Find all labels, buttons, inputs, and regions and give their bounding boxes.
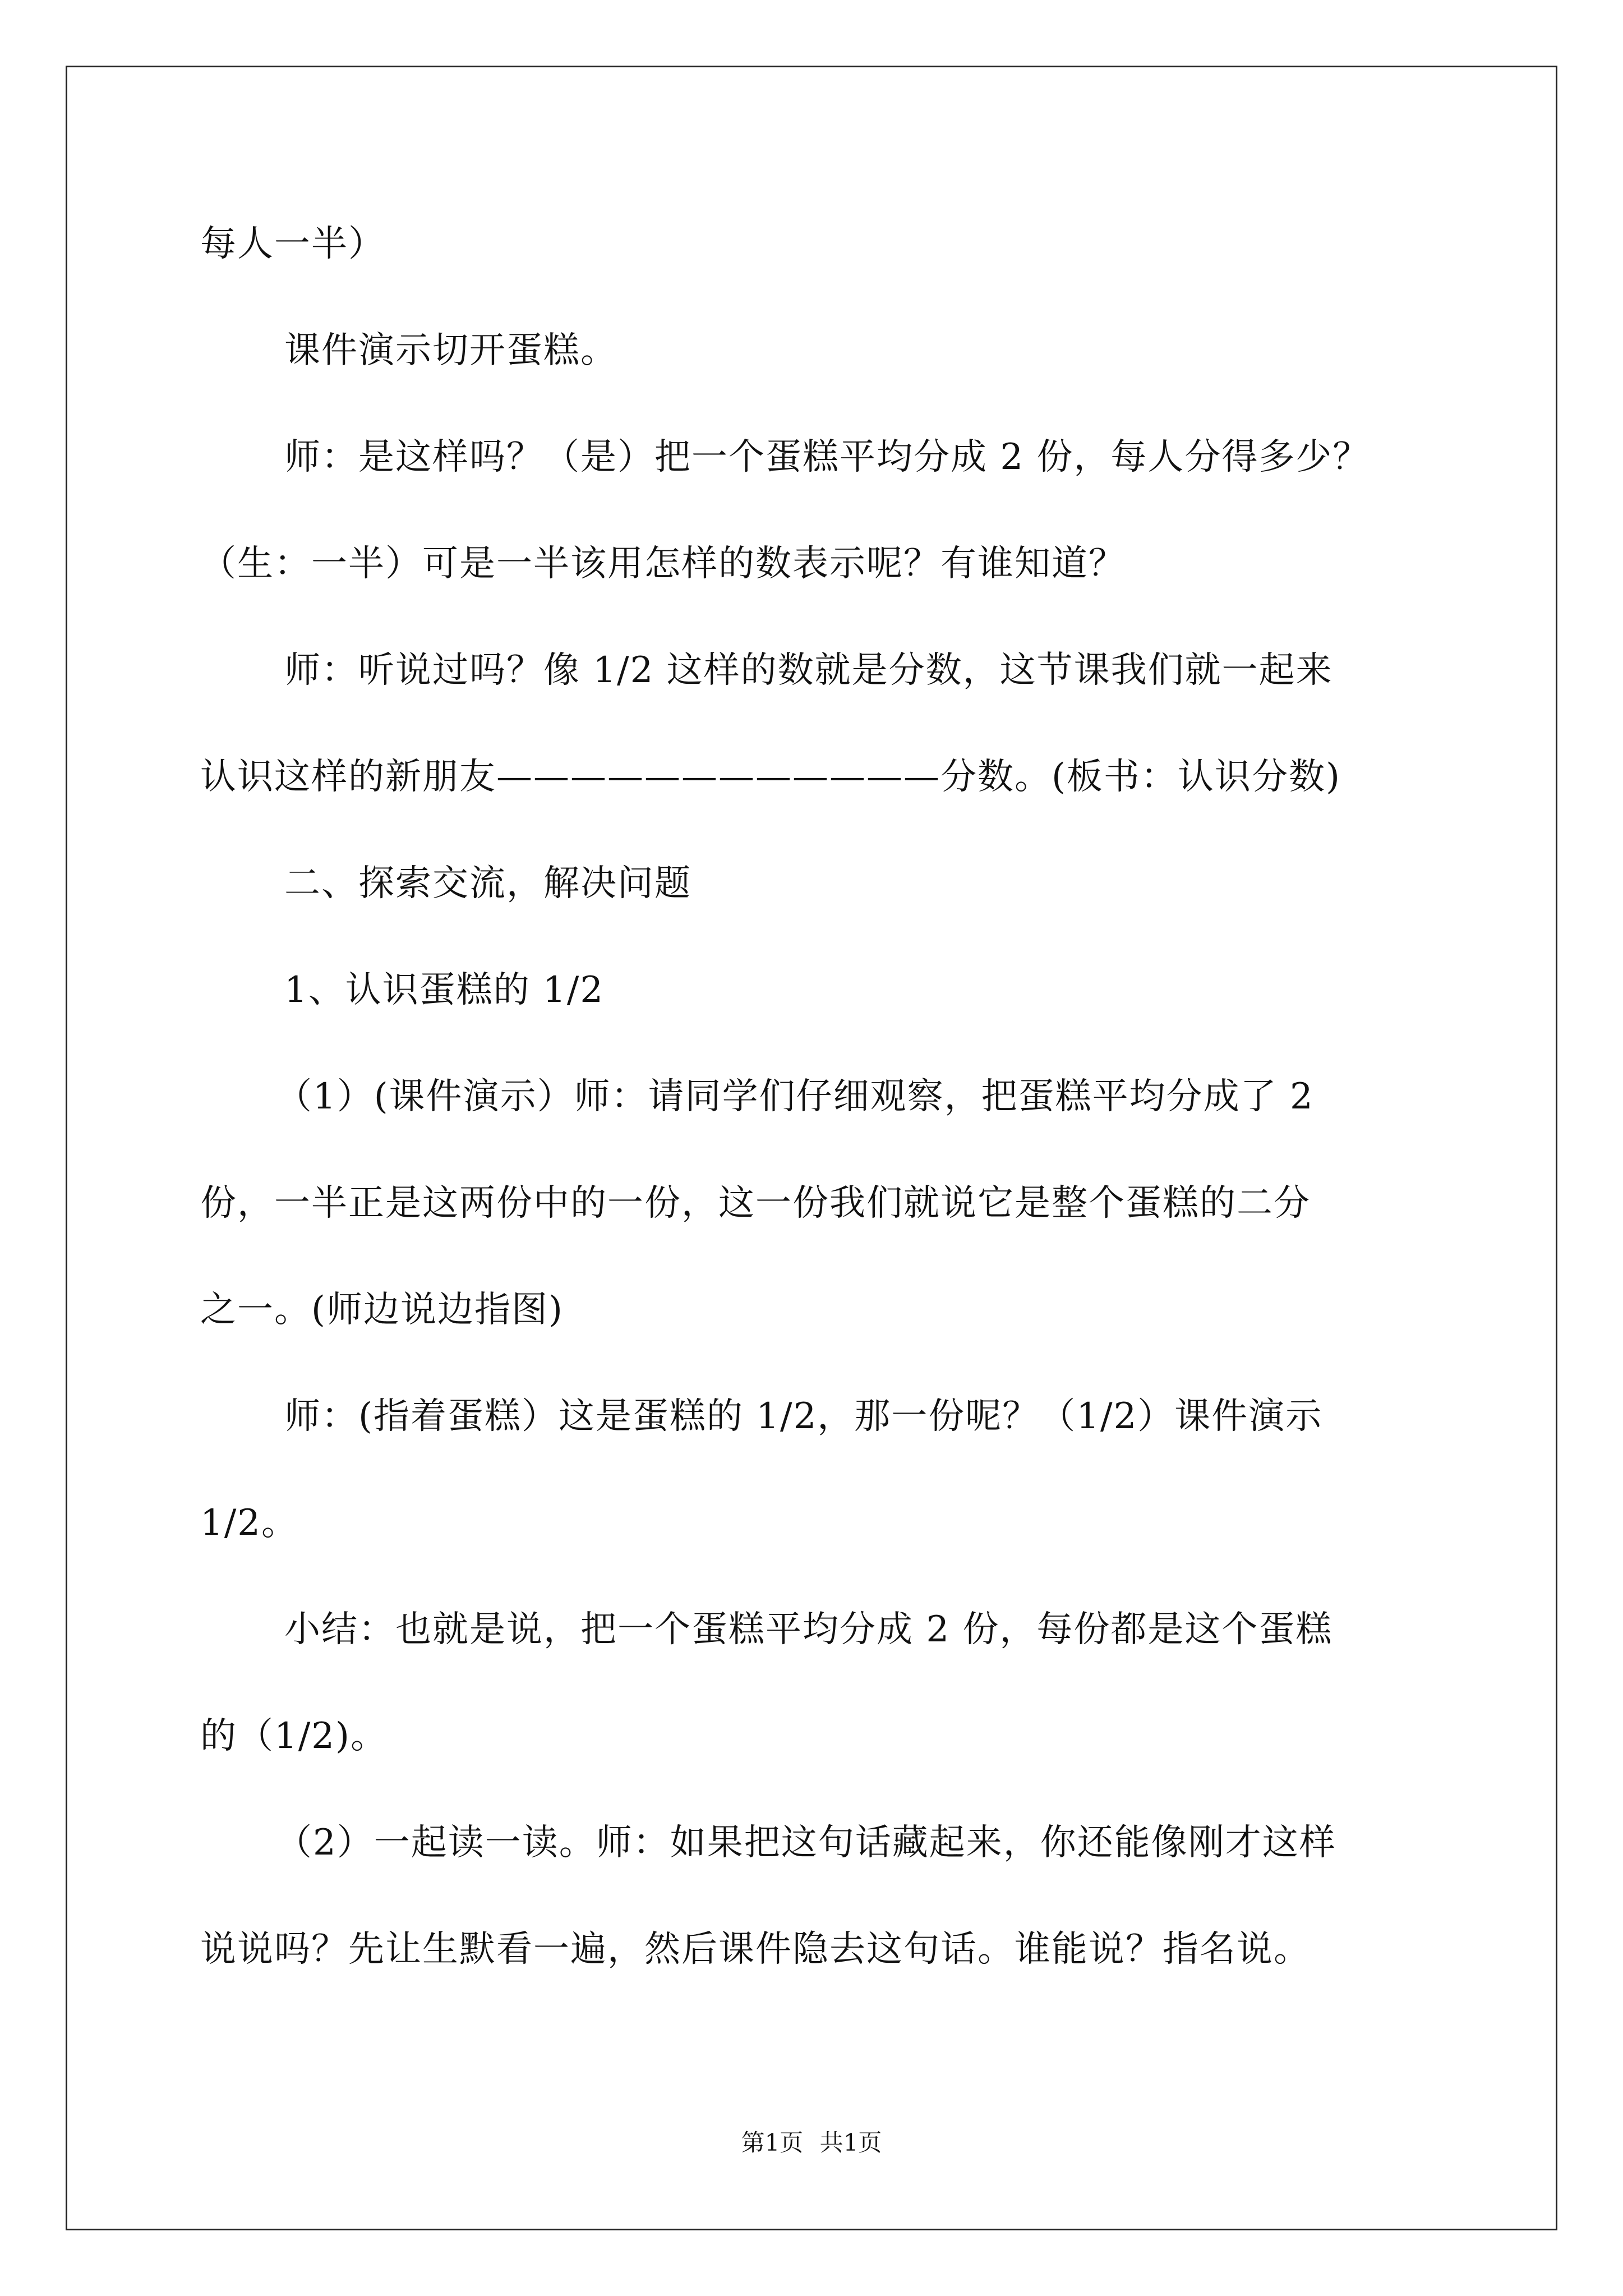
text-line: 说说吗？先让生默看一遍，然后课件隐去这句话。谁能说？指名说。 bbox=[200, 1929, 1311, 1970]
page-number: 第1页 bbox=[741, 2129, 804, 2156]
text-line: 认识这样的新朋友————————————分数。(板书：认识分数) bbox=[200, 756, 1341, 798]
text-line: 小结：也就是说，把一个蛋糕平均分成 2 份，每份都是这个蛋糕 bbox=[284, 1609, 1333, 1650]
text-line: 师：(指着蛋糕）这是蛋糕的 1/2，那一份呢？（1/2）课件演示 bbox=[284, 1396, 1323, 1437]
page-total: 共1页 bbox=[819, 2129, 882, 2156]
text-line: 师：是这样吗？（是）把一个蛋糕平均分成 2 份，每人分得多少？ bbox=[284, 436, 1370, 478]
text-line: 课件演示切开蛋糕。 bbox=[284, 330, 617, 371]
text-line: 份，一半正是这两份中的一份，这一份我们就说它是整个蛋糕的二分 bbox=[200, 1182, 1311, 1224]
text-line: 之一。(师边说边指图) bbox=[200, 1289, 564, 1331]
text-line: 的（1/2)。 bbox=[200, 1715, 388, 1757]
text-line: 1/2。 bbox=[200, 1502, 298, 1544]
text-line: （生：一半）可是一半该用怎样的数表示呢？有谁知道？ bbox=[200, 543, 1126, 585]
page-border bbox=[66, 66, 1557, 2230]
page-footer bbox=[0, 2126, 1623, 2160]
subsection-heading: 1、认识蛋糕的 1/2 bbox=[284, 969, 605, 1011]
text-line: 每人一半） bbox=[200, 223, 385, 265]
section-heading: 二、探索交流，解决问题 bbox=[284, 863, 691, 904]
text-line: 师：听说过吗？像 1/2 这样的数就是分数，这节课我们就一起来 bbox=[284, 650, 1333, 691]
text-line: （1）(课件演示）师：请同学们仔细观察，把蛋糕平均分成了 2 bbox=[276, 1076, 1314, 1117]
text-line: （2）一起读一读。师：如果把这句话藏起来，你还能像刚才这样 bbox=[276, 1822, 1336, 1864]
